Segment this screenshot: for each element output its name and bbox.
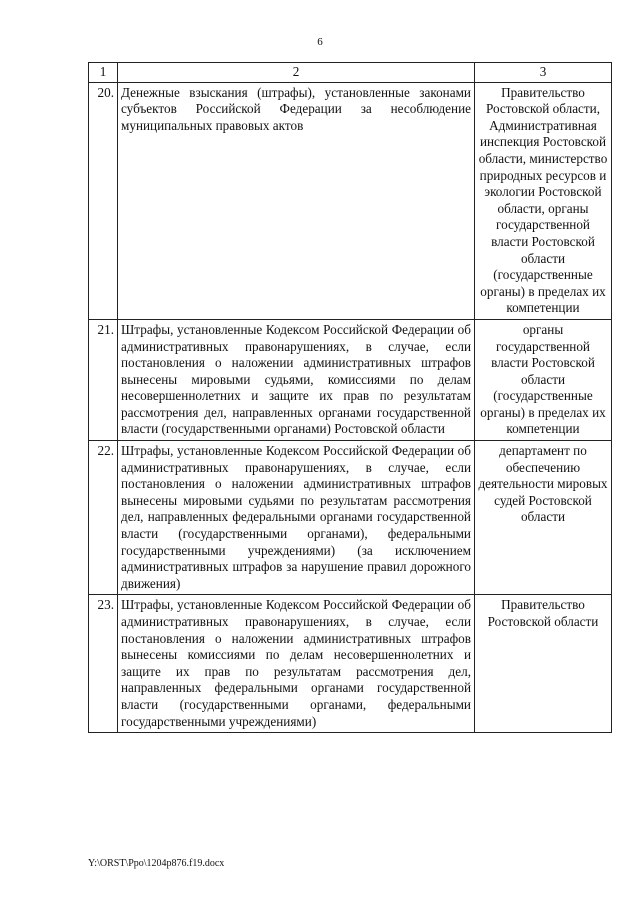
table-row [89,319,612,440]
column-header-description: 2 [118,63,475,83]
row-description: Штрафы, установленные Кодексом Российской Федерации об административных правонарушениях, в случае, если постановления о наложении административных штрафов вынесены мировыми судьями, комиссиями по делам несовершеннолетних и защите их прав по результатам рассмотрения дел, направленных органами государственной власти (государственными органами) Ростовской области [118,319,475,440]
table-header-row [89,63,612,83]
row-authority: органы государственной власти Ростовской области (государственные органы) в пределах их компетенции [475,319,612,440]
column-header-authority: 3 [475,63,612,83]
column-header-number: 1 [89,63,118,83]
page-number: 6 [317,36,323,48]
row-authority: департамент по обеспечению деятельности мировых судей Ростовской области [475,441,612,595]
table-row [89,82,612,319]
row-number: 21. [89,319,118,440]
table-row [89,595,612,733]
revenue-table [88,62,612,733]
row-description: Штрафы, установленные Кодексом Российской Федерации об административных правонарушениях, в случае, если постановления о наложении административных штрафов вынесены мировыми судьями по результатам рассмотрения дел, направленных федеральными органами государственной власти (государственными органами), федеральными государственными учреждениями) (за исключением административных штрафов за нарушение правил дорожного движения) [118,441,475,595]
row-description: Штрафы, установленные Кодексом Российской Федерации об административных правонарушениях, в случае, если постановления о наложении административных штрафов вынесены комиссиями по делам несовершеннолетних и защите их прав по результатам рассмотрения дел, направленных федеральными органами государственной власти (государственными органами, федеральными государственными учреждениями) [118,595,475,733]
row-description: Денежные взыскания (штрафы), установленные законами субъектов Российской Федерации за несоблюдение муниципальных правовых актов [118,82,475,319]
row-authority: Правительство Ростовской области [475,595,612,733]
footer-file-path: Y:\ORST\Ppo\1204p876.f19.docx [88,858,225,869]
row-number: 22. [89,441,118,595]
row-number: 20. [89,82,118,319]
row-number: 23. [89,595,118,733]
row-authority: Правительство Ростовской области, Административная инспекция Ростовской области, министерство природных ресурсов и экологии Ростовской области, органы государственной власти Ростовской области (государственные органы) в пределах их компетенции [475,82,612,319]
table-row [89,441,612,595]
